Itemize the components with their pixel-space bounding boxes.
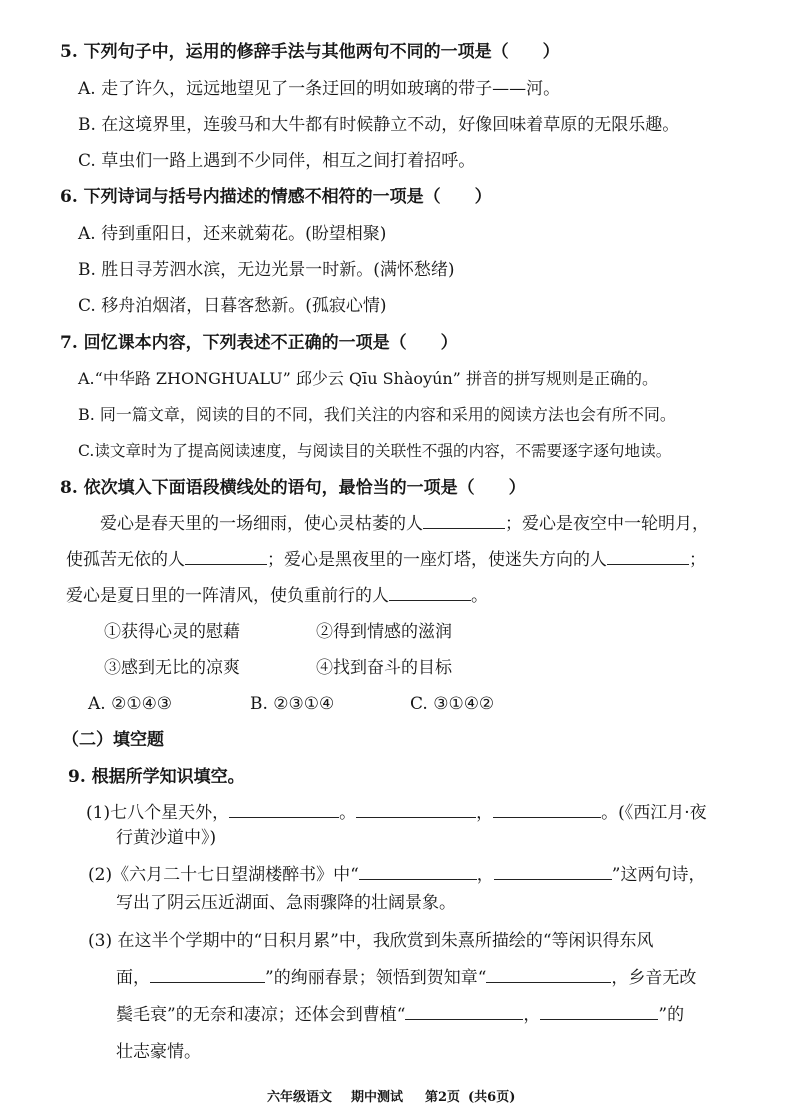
footer-page-number: 第2页 (425, 1090, 461, 1105)
q9-text: ， (523, 1005, 541, 1025)
q5-stem: 5. 下列句子中，运用的修辞手法与其他两句不同的一项是（ ） (60, 42, 560, 62)
q7-option-c: C.读文章时为了提高阅读速度，与阅读目的关联性不强的内容，不需要逐字逐句地读。 (78, 442, 672, 460)
q9-blank-3[interactable] (493, 801, 601, 818)
q6-option-c: C. 移舟泊烟渚，日暮客愁新。(孤寂心情) (78, 296, 387, 316)
q8-blank-4[interactable] (389, 584, 471, 601)
q9-sub3-line3 (116, 1003, 684, 1027)
q8-stem: 8. 依次填入下面语段横线处的语句，最恰当的一项是（ ） (60, 478, 526, 498)
q9-blank-9[interactable] (540, 1003, 658, 1020)
q8-paragraph-line2 (66, 548, 706, 572)
q5-option-c: C. 草虫们一路上遇到不少同伴，相互之间打着招呼。 (78, 151, 476, 171)
q9-sub1-line2: 行黄沙道中》) (116, 828, 217, 848)
q8-blank-3[interactable] (607, 548, 689, 565)
q8-text: 爱心是春天里的一场细雨，使心灵枯萎的人 (100, 514, 423, 534)
q8-text: ；爱心是夜空中一轮明月， (505, 514, 709, 534)
q7-option-b: B. 同一篇文章，阅读的目的不同，我们关注的内容和采用的阅读方法也会有所不同。 (78, 405, 676, 424)
q9-text: (1)七八个星天外， (86, 803, 230, 823)
q5-option-b: B. 在这境界里，连骏马和大牛都有时候静立不动，好像回味着草原的无限乐趣。 (78, 115, 680, 135)
q8-text: 。 (471, 586, 488, 606)
q9-blank-1[interactable] (229, 801, 339, 818)
q9-sub3-line1: (3) 在这半个学期中的“日积月累”中，我欣赏到朱熹所描绘的“等闲识得东风 (88, 931, 654, 951)
q8-phrase-2: ②得到情感的滋润 (316, 622, 452, 642)
footer-subject: 六年级语文 (267, 1090, 333, 1105)
q9-blank-5[interactable] (494, 863, 612, 880)
q8-paragraph-line1 (100, 512, 709, 536)
q8-phrase-4: ④找到奋斗的目标 (316, 658, 452, 678)
q9-blank-7[interactable] (486, 966, 611, 983)
q8-choice-a: A. ②①④③ (88, 694, 173, 714)
q5-option-a: A. 走了许久，远远地望见了一条迂回的明如玻璃的带子——河。 (78, 79, 561, 99)
q8-paragraph-line3 (66, 584, 488, 608)
q9-text: 面， (116, 968, 150, 988)
section-title-fill-in: （二）填空题 (62, 730, 164, 750)
q9-blank-2[interactable] (356, 801, 476, 818)
q9-blank-8[interactable] (405, 1003, 523, 1020)
q8-text: ； (689, 550, 706, 570)
q8-choice-c: C. ③①④② (410, 694, 495, 714)
q9-text: 鬓毛衰”的无奈和凄凉；还体会到曹植“ (116, 1005, 406, 1025)
q8-text: ；爱心是黑夜里的一座灯塔，使迷失方向的人 (267, 550, 607, 570)
q6-option-b: B. 胜日寻芳泗水滨，无边光景一时新。(满怀愁绪) (78, 260, 455, 280)
q8-choice-b: B. ②③①④ (250, 694, 335, 714)
q9-sub3-line2 (116, 966, 696, 990)
q8-text: 使孤苦无依的人 (66, 550, 185, 570)
q8-blank-2[interactable] (185, 548, 267, 565)
footer-exam: 期中测试 (351, 1090, 404, 1105)
q8-text: 爱心是夏日里的一阵清风，使负重前行的人 (66, 586, 389, 606)
q8-phrase-1: ①获得心灵的慰藉 (104, 622, 240, 642)
q6-option-a: A. 待到重阳日，还来就菊花。(盼望相聚) (78, 224, 387, 244)
q9-text: ”的 (658, 1005, 685, 1025)
q9-sub2-line2: 写出了阴云压近湖面、急雨骤降的壮阔景象。 (116, 893, 456, 913)
q9-text: (2)《六月二十七日望湖楼醉书》中“ (88, 865, 359, 885)
footer-total-pages: (共6页) (468, 1090, 516, 1105)
q9-text: ， (476, 865, 494, 885)
q8-phrase-3: ③感到无比的凉爽 (104, 658, 240, 678)
q9-text: ，乡音无改 (611, 968, 697, 988)
q9-stem: 9. 根据所学知识填空。 (68, 767, 245, 787)
q9-sub1-line1 (86, 801, 707, 825)
q7-stem: 7. 回忆课本内容，下列表述不正确的一项是（ ） (60, 333, 458, 353)
q9-text: ， (476, 803, 494, 823)
q7-option-a: A.“中华路 ZHONGHUALU” 邱少云 Qīu Shàoyún” 拼音的拼写规则是正确的。 (78, 369, 658, 388)
q9-sub3-line4: 壮志豪情。 (116, 1042, 201, 1062)
q9-blank-4[interactable] (359, 863, 477, 880)
q9-text: 。(《西江月·夜 (601, 803, 707, 823)
q9-blank-6[interactable] (150, 966, 265, 983)
q6-stem: 6. 下列诗词与括号内描述的情感不相符的一项是（ ） (60, 187, 492, 207)
q8-blank-1[interactable] (423, 512, 505, 529)
q9-text: ”这两句诗， (611, 865, 706, 885)
q9-text: ”的绚丽春景；领悟到贺知章“ (265, 968, 487, 988)
q9-text: 。 (339, 803, 357, 823)
q9-sub2-line1 (88, 863, 705, 887)
